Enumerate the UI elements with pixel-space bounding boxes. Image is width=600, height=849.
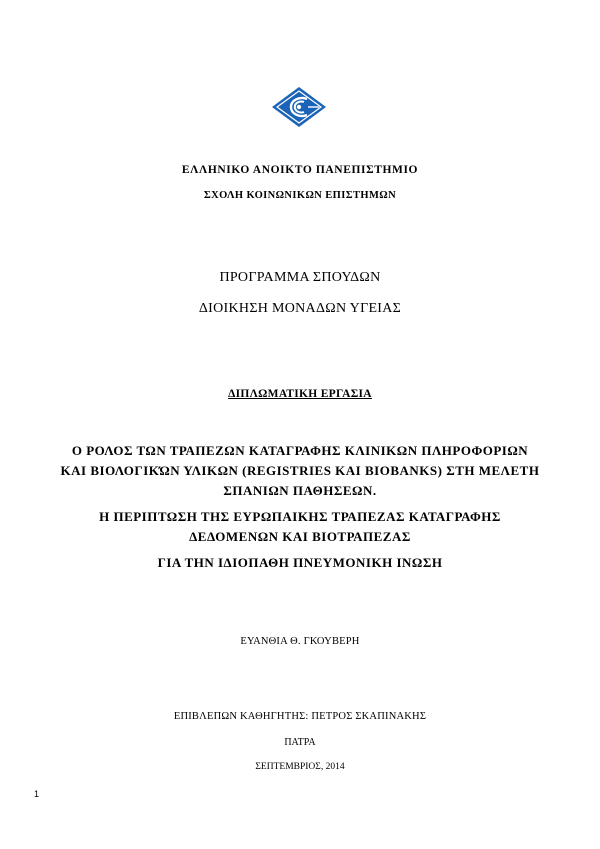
author-name: ΕΥΑΝΘΙΑ Θ. ΓΚΟΥΒΕΡΗ xyxy=(240,636,360,647)
school-name: ΣΧΟΛΗ ΚΟΙΝΩΝΙΚΩΝ ΕΠΙΣΤΗΜΩΝ xyxy=(203,190,397,201)
thesis-title-part3: ΓΙΑ ΤΗΝ ΙΔΙΟΠΑΘΗ ΠΝΕΥΜΟΝΙΚΗ ΙΝΩΣΗ xyxy=(157,555,443,570)
university-name: ΕΛΛΗΝΙΚΟ ΑΝΟΙΚΤΟ ΠΑΝΕΠΙΣΤΗΜΙΟ xyxy=(181,164,419,176)
date: ΣΕΠΤΕΜΒΡΙΟΣ, 2014 xyxy=(255,762,345,772)
program-department: ΔΙΟΙΚΗΣΗ ΜΟΝΑΔΩΝ ΥΓΕΙΑΣ xyxy=(198,301,402,316)
program-title: ΠΡΟΓΡΑΜΜΑ ΣΠΟΥΔΩΝ xyxy=(219,270,381,285)
document-type: ΔΙΠΛΩΜΑΤΙΚΗ ΕΡΓΑΣΙΑ xyxy=(228,388,372,400)
city: ΠΑΤΡΑ xyxy=(284,737,316,748)
university-logo-icon xyxy=(271,86,327,128)
page-number: 1 xyxy=(34,789,40,799)
thesis-title-part1: Ο ΡΟΛΟΣ ΤΩΝ ΤΡΑΠΕΖΩΝ ΚΑΤΑΓΡΑΦΗΣ ΚΛΙΝΙΚΩΝ ΠΛΗΡΟΦΟΡΙΩΝ ΚΑΙ ΒΙΟΛΟΓΙΚΏΝ ΥΛΙΚΩΝ (REGISTRIES ΚΑΙ BIOBANKS) ΣΤΗ ΜΕΛΕΤΗ ΣΠΑΝΙΩΝ ΠΑΘΗΣΕΩΝ. xyxy=(60,443,540,498)
supervisor-line: ΕΠΙΒΛΕΠΩΝ ΚΑΘΗΓΗΤΗΣ: ΠΕΤΡΟΣ ΣΚΑΠΙΝΑΚΗΣ xyxy=(173,711,427,722)
thesis-title-part2: Η ΠΕΡΙΠΤΩΣΗ ΤΗΣ ΕΥΡΩΠΑΙΚΗΣ ΤΡΑΠΕΖΑΣ ΚΑΤΑΓΡΑΦΗΣ ΔΕΔΟΜΕΝΩΝ ΚΑΙ ΒΙΟΤΡΑΠΕΖΑΣ xyxy=(99,509,501,544)
